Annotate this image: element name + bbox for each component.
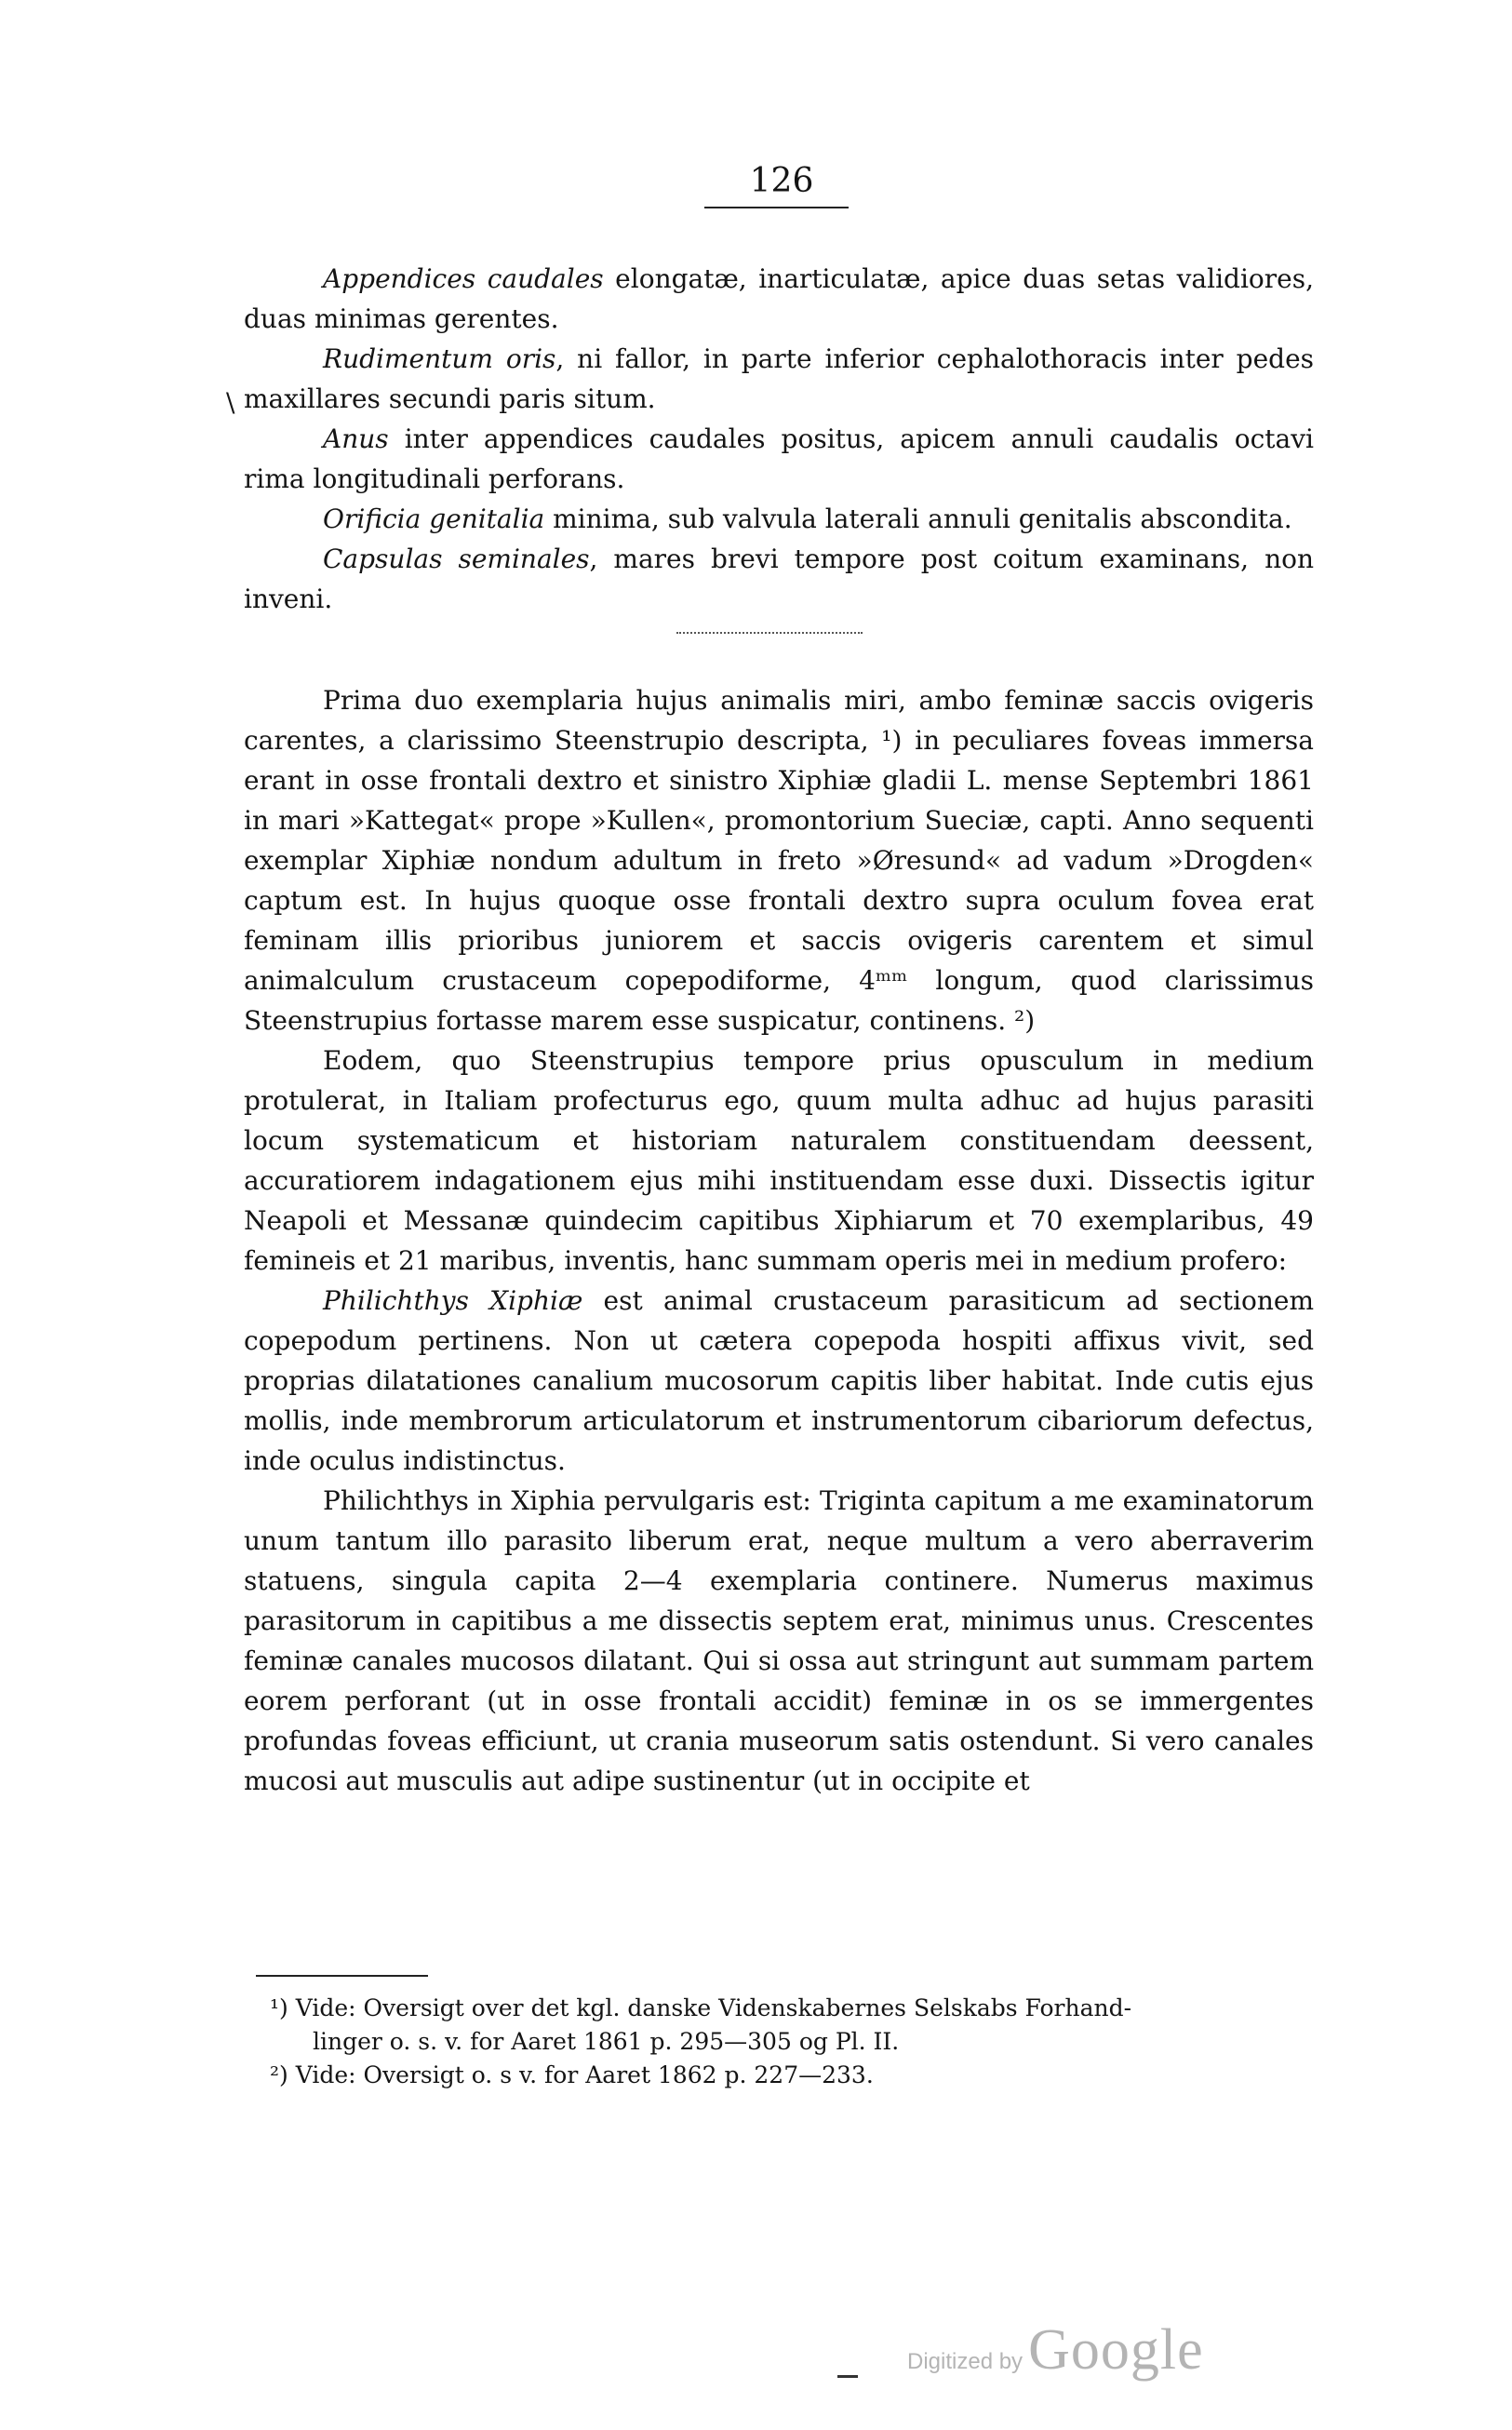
paragraph-prima <box>244 680 1314 1040</box>
paragraph-rudimentum <box>244 339 1314 419</box>
digitized-watermark <box>907 2317 1242 2392</box>
paragraph-eodem <box>244 1040 1314 1281</box>
paragraph-lead: Rudimentum oris <box>323 343 556 374</box>
margin-mark: \ <box>226 387 235 418</box>
footnote-2 <box>270 2059 1312 2092</box>
footnote-marker: ²) <box>270 2061 288 2088</box>
paragraph-anus <box>244 419 1314 499</box>
paragraph-lead: Appendices caudales <box>323 263 604 294</box>
paragraph-text: , ni fallor, in parte inferior cephalothoracis inter pedes maxillares secundi paris situm. <box>244 343 1315 414</box>
footnotes <box>270 1992 1312 2092</box>
google-logo: Google <box>1028 2318 1204 2382</box>
section-gap <box>244 647 1314 680</box>
paragraph-text: Philichthys in Xiphia pervulgaris est: Triginta capitum a me examinatorum unum tantum illo parasito liberum erat, neque multum a vero aberraverim statuens, singula capita 2—4 exemplaria continere. Numerus maximus parasitorum in capitibus a me dissectis septem erat, minimus unus. Crescentes feminæ canales mucosos dilatant. Qui si ossa aut stringunt aut summam partem eorem perforant (ut in osse frontali accidit) feminæ in os se immergentes profundas foveas efficiunt, ut crania museorum satis ostendunt. Si vero canales mucosi aut musculis aut adipe sustinentur (ut in occipite et <box>244 1485 1314 1796</box>
footnote-text: Vide: Oversigt over det kgl. danske Videnskabernes Selskabs Forhand- <box>295 1994 1132 2021</box>
paragraph-text: est animal crustaceum parasiticum ad sectionem copepodum pertinens. Non ut cætera copepoda hospiti affixus vivit, sed proprias dilatationes canalium mucosorum capitis liber habitat. Inde cutis ejus mollis, inde membrorum articulatorum et instrumentorum cibariorum defectus, inde oculus indistinctus. <box>244 1285 1314 1476</box>
footnote-1-continuation: linger o. s. v. for Aaret 1861 p. 295—305 og Pl. II. <box>313 2028 900 2055</box>
paragraph-text: Eodem, quo Steenstrupius tempore prius opusculum in medium protulerat, in Italiam profecturus ego, quum multa adhuc ad hujus parasiti locum systematicum et historiam naturalem constituendam deessent, accuratiorem indagationem ejus mihi instituendam esse duxi. Dissectis igitur Neapoli et Messanæ quindecim capitibus Xiphiarum et 70 exemplaribus, 49 femineis et 21 maribus, inventis, hanc summam operis mei in medium profero: <box>244 1045 1314 1276</box>
paragraph-lead: Philichthys Xiphiæ <box>323 1285 583 1316</box>
body-text <box>244 259 1314 1801</box>
paragraph-text: inter appendices caudales positus, apicem annuli caudalis octavi rima longitudinali perforans. <box>244 423 1314 494</box>
watermark-prefix: Digitized by <box>907 2349 1024 2374</box>
paragraph-orificia <box>244 499 1314 539</box>
paragraph-text: minima, sub valvula laterali annuli genitalis abscondita. <box>544 503 1292 534</box>
bottom-dash <box>837 2375 858 2378</box>
section-separator <box>676 606 863 634</box>
paragraph-text: Prima duo exemplaria hujus animalis miri, ambo feminæ saccis ovigeris carentes, a clarissimo Steenstrupio descripta, ¹) in peculiares foveas immersa erant in osse frontali dextro et sinistro Xiphiæ gladii L. mense Septembri 1861 in mari »Kattegat« prope »Kullen«, promontorium Sueciæ, capti. Anno sequenti exemplar Xiphiæ nondum adultum in freto »Øresund« ad vadum »Drogden« captum est. In hujus quoque osse frontali dextro supra oculum fovea erat feminam illis prioribus juniorem et saccis ovigeris carentem et simul animalculum crustaceum copepodiforme, 4ᵐᵐ longum, quod clarissimus Steenstrupius fortasse marem esse suspicatur, continens. ²) <box>244 685 1314 1036</box>
page-number: 126 <box>749 162 814 200</box>
paragraph-pervulgaris <box>244 1481 1314 1801</box>
footnote-marker: ¹) <box>270 1994 288 2021</box>
footnote-1 <box>270 1992 1312 2025</box>
footnote-text: Vide: Oversigt o. s v. for Aaret 1862 p. 227—233. <box>295 2061 874 2088</box>
paragraph-text: elongatæ, inarticulatæ, apice duas setas validiores, duas minimas gerentes. <box>244 263 1314 334</box>
paragraph-lead: Anus <box>323 423 389 454</box>
paragraph-appendices <box>244 259 1314 339</box>
paragraph-lead: Orificia genitalia <box>323 503 545 534</box>
footnote-rule <box>256 1975 428 1977</box>
page-number-rule <box>704 207 849 208</box>
paragraph-lead: Capsulas seminales <box>323 544 590 574</box>
paragraph-text: , mares brevi tempore post coitum examinans, non inveni. <box>244 544 1314 614</box>
paragraph-philichthys <box>244 1281 1314 1481</box>
